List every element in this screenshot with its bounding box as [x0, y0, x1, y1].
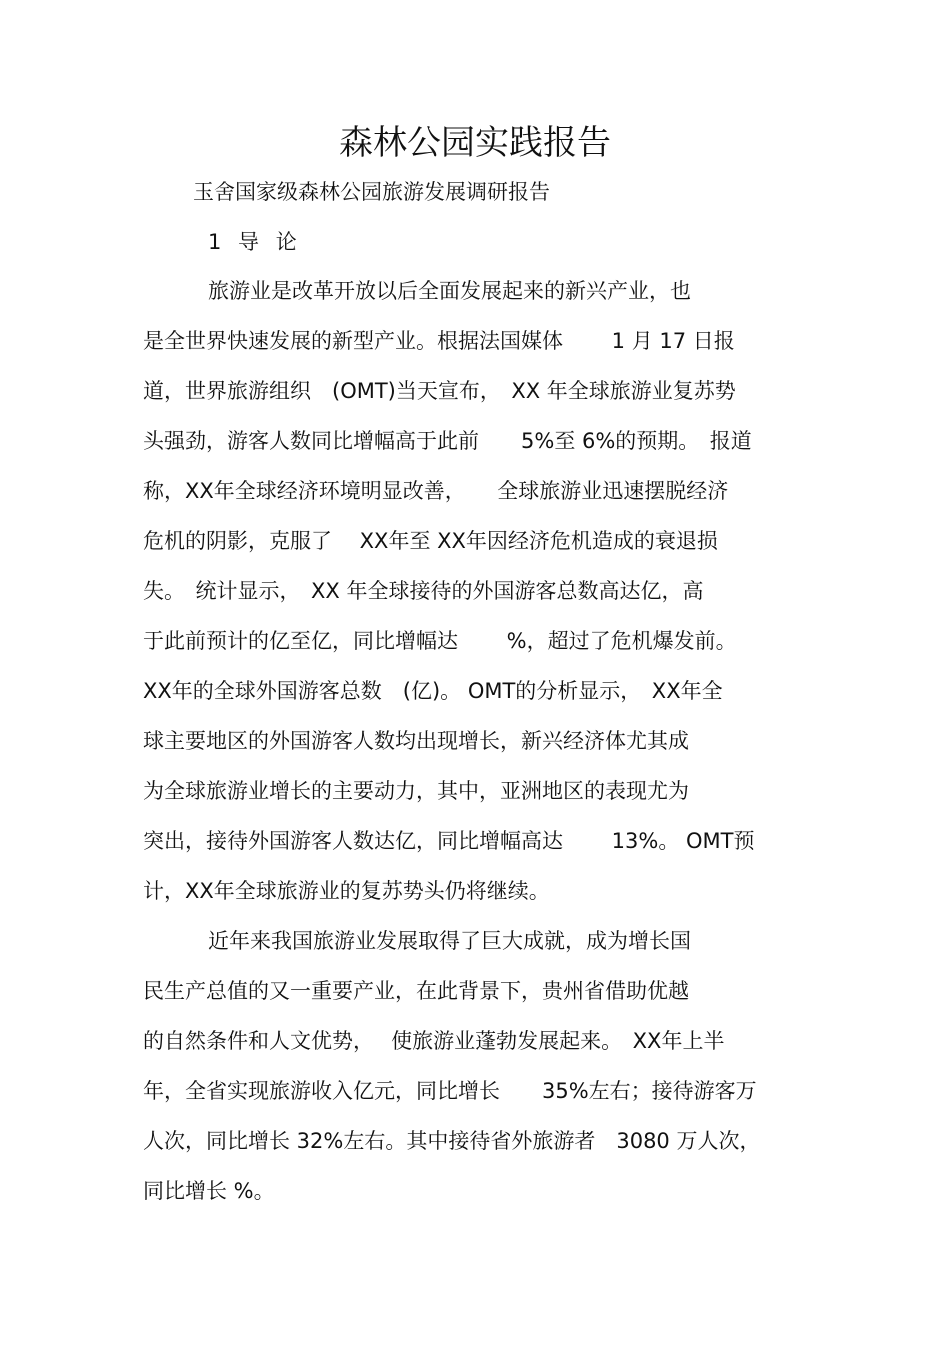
paragraph-line: 危机的阴影，克服了 XX年至 XX年因经济危机造成的衰退损	[143, 529, 718, 553]
paragraph-line: 民生产总值的又一重要产业，在此背景下，贵州省借助优越	[143, 979, 689, 1003]
document-title: 森林公园实践报告	[339, 123, 611, 163]
section-heading: 1 导 论	[208, 230, 297, 254]
paragraph-line: 是全世界快速发展的新型产业。根据法国媒体 1 月 17 日报	[143, 329, 735, 353]
paragraph-line: 头强劲，游客人数同比增幅高于此前 5%至 6%的预期。 报道	[143, 429, 752, 453]
paragraph-line: XX年的全球外国游客总数 (亿)。 OMT的分析显示， XX年全	[143, 679, 723, 703]
paragraph-line: 旅游业是改革开放以后全面发展起来的新兴产业，也	[208, 279, 691, 303]
paragraph-line: 球主要地区的外国游客人数均出现增长，新兴经济体尤其成	[143, 729, 689, 753]
paragraph-line: 计，XX年全球旅游业的复苏势头仍将继续。	[143, 879, 550, 903]
document-subtitle: 玉舍国家级森林公园旅游发展调研报告	[193, 180, 550, 204]
paragraph-line: 的自然条件和人文优势， 使旅游业蓬勃发展起来。 XX年上半	[143, 1029, 725, 1053]
paragraph-line: 为全球旅游业增长的主要动力，其中，亚洲地区的表现尤为	[143, 779, 689, 803]
paragraph-line: 道，世界旅游组织 (OMT)当天宣布， XX 年全球旅游业复苏势	[143, 379, 736, 403]
paragraph-line: 于此前预计的亿至亿，同比增幅达 %，超过了危机爆发前。	[143, 629, 737, 653]
paragraph-line: 近年来我国旅游业发展取得了巨大成就，成为增长国	[208, 929, 691, 953]
paragraph-line: 同比增长 %。	[143, 1179, 275, 1203]
paragraph-line: 人次，同比增长 32%左右。其中接待省外旅游者 3080 万人次，	[143, 1129, 761, 1153]
paragraph-line: 称，XX年全球经济环境明显改善， 全球旅游业迅速摆脱经济	[143, 479, 729, 503]
paragraph-line: 年，全省实现旅游收入亿元，同比增长 35%左右；接待游客万	[143, 1079, 757, 1103]
paragraph-line: 失。 统计显示， XX 年全球接待的外国游客总数高达亿，高	[143, 579, 704, 603]
paragraph-line: 突出，接待外国游客人数达亿，同比增幅高达 13%。 OMT预	[143, 829, 755, 853]
